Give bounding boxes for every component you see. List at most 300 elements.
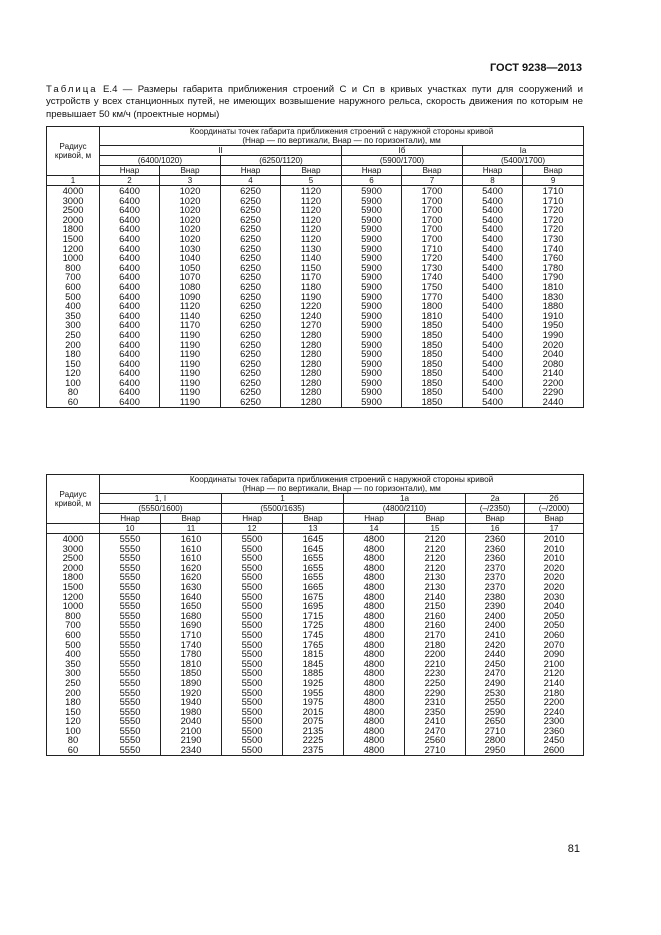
b-label: Bнар [525, 514, 584, 524]
table-row [47, 272, 584, 282]
gauge-name: 2б [525, 494, 584, 504]
b-label: Bнар [283, 514, 344, 524]
column-number: 17 [525, 524, 584, 534]
value-cell: 5550 [100, 697, 161, 707]
value-cell: 1190 [160, 330, 221, 340]
value-cell: 2225 [283, 735, 344, 745]
value-cell: 2340 [161, 745, 222, 755]
value-cell: 1950 [523, 320, 584, 330]
value-cell: 5550 [100, 620, 161, 630]
radius-cell: 180 [47, 697, 100, 707]
value-cell: 5550 [100, 553, 161, 563]
value-cell: 1720 [523, 215, 584, 225]
table-row [47, 186, 584, 196]
value-cell: 6250 [221, 282, 281, 292]
value-cell: 6400 [100, 292, 160, 302]
value-cell: 1190 [160, 368, 221, 378]
value-cell: 6400 [100, 397, 160, 407]
value-cell: 1220 [281, 301, 342, 311]
value-cell: 5500 [222, 592, 283, 602]
value-cell: 5900 [342, 330, 402, 340]
table-row [47, 378, 584, 388]
value-cell: 2380 [466, 592, 525, 602]
value-cell: 5900 [342, 320, 402, 330]
value-cell: 1810 [161, 659, 222, 669]
value-cell: 1940 [161, 697, 222, 707]
value-cell: 1770 [402, 292, 463, 302]
value-cell: 1800 [402, 301, 463, 311]
value-cell: 2350 [405, 707, 466, 717]
value-cell: 2440 [523, 397, 584, 407]
value-cell: 1280 [281, 387, 342, 397]
value-cell: 1745 [283, 630, 344, 640]
value-cell: 1020 [160, 234, 221, 244]
value-cell: 2490 [466, 678, 525, 688]
h-label: Hнар [344, 514, 405, 524]
value-cell: 2550 [466, 697, 525, 707]
value-cell: 1120 [281, 196, 342, 206]
value-cell: 1850 [402, 349, 463, 359]
value-cell: 2135 [283, 726, 344, 736]
value-cell: 1750 [402, 282, 463, 292]
value-cell: 2370 [466, 582, 525, 592]
value-cell: 5400 [463, 205, 523, 215]
value-cell: 4800 [344, 572, 405, 582]
value-cell: 2180 [525, 688, 584, 698]
value-cell: 6400 [100, 368, 160, 378]
value-cell: 2200 [525, 697, 584, 707]
value-cell: 1620 [161, 572, 222, 582]
value-cell: 1725 [283, 620, 344, 630]
value-cell: 4800 [344, 592, 405, 602]
value-cell: 1850 [161, 668, 222, 678]
value-cell: 5550 [100, 572, 161, 582]
value-cell: 6400 [100, 263, 160, 273]
value-cell: 4800 [344, 659, 405, 669]
value-cell: 1830 [523, 292, 584, 302]
value-cell: 4800 [344, 697, 405, 707]
value-cell: 5900 [342, 311, 402, 321]
value-cell: 5900 [342, 368, 402, 378]
value-cell: 1885 [283, 668, 344, 678]
value-cell: 5500 [222, 544, 283, 554]
value-cell: 1690 [161, 620, 222, 630]
value-cell: 5400 [463, 263, 523, 273]
value-cell: 2950 [466, 745, 525, 755]
value-cell: 5400 [463, 272, 523, 282]
value-cell: 1020 [160, 205, 221, 215]
value-cell: 1120 [160, 301, 221, 311]
value-cell: 5900 [342, 397, 402, 407]
table-row [47, 659, 584, 669]
column-number: 4 [221, 176, 281, 186]
value-cell: 2075 [283, 716, 344, 726]
gauge-name: Iб [342, 146, 463, 156]
value-cell: 1975 [283, 697, 344, 707]
value-cell: 2140 [523, 368, 584, 378]
table-row [47, 572, 584, 582]
value-cell: 2530 [466, 688, 525, 698]
value-cell: 5500 [222, 563, 283, 573]
value-cell: 2360 [466, 534, 525, 544]
radius-cell: 300 [47, 668, 100, 678]
radius-cell: 250 [47, 330, 100, 340]
value-cell: 2290 [405, 688, 466, 698]
value-cell: 5900 [342, 205, 402, 215]
value-cell: 1120 [281, 234, 342, 244]
value-cell: 1610 [161, 553, 222, 563]
radius-cell: 200 [47, 688, 100, 698]
value-cell: 4800 [344, 563, 405, 573]
table-row [47, 534, 584, 544]
value-cell: 2120 [405, 544, 466, 554]
b-label: Bнар [281, 166, 342, 176]
gauge-value: (–/2000) [525, 504, 584, 514]
value-cell: 1090 [160, 292, 221, 302]
value-cell: 1280 [281, 378, 342, 388]
value-cell: 6250 [221, 205, 281, 215]
value-cell: 2130 [405, 582, 466, 592]
value-cell: 2800 [466, 735, 525, 745]
value-cell: 1120 [281, 186, 342, 196]
value-cell: 1890 [161, 678, 222, 688]
value-cell: 4800 [344, 707, 405, 717]
value-cell: 6250 [221, 292, 281, 302]
value-cell: 5500 [222, 726, 283, 736]
h-label: Hнар [222, 514, 283, 524]
value-cell: 5500 [222, 640, 283, 650]
value-cell: 5500 [222, 630, 283, 640]
radius-cell: 500 [47, 292, 100, 302]
radius-cell: 200 [47, 340, 100, 350]
value-cell: 1700 [402, 186, 463, 196]
value-cell: 1990 [523, 330, 584, 340]
value-cell: 6400 [100, 320, 160, 330]
value-cell: 1850 [402, 397, 463, 407]
value-cell: 1700 [402, 215, 463, 225]
value-cell: 6250 [221, 340, 281, 350]
value-cell: 1640 [161, 592, 222, 602]
radius-cell: 60 [47, 745, 100, 755]
gauge-value: (5900/1700) [342, 156, 463, 166]
value-cell: 1020 [160, 215, 221, 225]
h-label: Hнар [342, 166, 402, 176]
table-row [47, 563, 584, 573]
h-label: Hнар [221, 166, 281, 176]
value-cell: 1710 [523, 196, 584, 206]
value-cell: 6400 [100, 205, 160, 215]
value-cell: 1190 [160, 378, 221, 388]
value-cell: 5550 [100, 707, 161, 717]
value-cell: 2210 [405, 659, 466, 669]
table-row [47, 620, 584, 630]
value-cell: 1140 [160, 311, 221, 321]
column-number: 9 [523, 176, 584, 186]
value-cell: 6250 [221, 311, 281, 321]
value-cell: 1190 [281, 292, 342, 302]
value-cell: 2120 [405, 553, 466, 563]
standard-number: ГОСТ 9238—2013 [489, 62, 582, 74]
value-cell: 1910 [523, 311, 584, 321]
value-cell: 5900 [342, 224, 402, 234]
value-cell: 2310 [405, 697, 466, 707]
value-cell: 4800 [344, 601, 405, 611]
value-cell: 2360 [466, 544, 525, 554]
column-number: 13 [283, 524, 344, 534]
value-cell: 1120 [281, 205, 342, 215]
caption-text: Е.4 — Размеры габарита приближения строений C и Cп в кривых участках пути для сооружений и устройств у всех станционных путей, не имеющих возвышение наружного рельса, скорость движения по которым не превышает 50 км/ч (проектные нормы) [46, 84, 583, 120]
value-cell: 1845 [283, 659, 344, 669]
value-cell: 5900 [342, 349, 402, 359]
value-cell: 6400 [100, 186, 160, 196]
radius-cell: 2000 [47, 215, 100, 225]
value-cell: 1850 [402, 368, 463, 378]
value-cell: 1680 [161, 611, 222, 621]
value-cell: 1740 [402, 272, 463, 282]
table-row [47, 196, 584, 206]
value-cell: 6400 [100, 234, 160, 244]
value-cell: 2015 [283, 707, 344, 717]
coordinates-header-line2: (Hнар — по вертикали, Bнар — по горизонтали), мм [242, 484, 441, 493]
value-cell: 1710 [402, 244, 463, 254]
gauge-name: 1, I [100, 494, 222, 504]
gauge-value: (6250/1120) [221, 156, 342, 166]
radius-cell: 120 [47, 716, 100, 726]
value-cell: 6400 [100, 224, 160, 234]
value-cell: 5400 [463, 387, 523, 397]
value-cell: 5400 [463, 349, 523, 359]
value-cell: 1645 [283, 544, 344, 554]
value-cell: 5550 [100, 659, 161, 669]
value-cell: 5500 [222, 707, 283, 717]
radius-cell: 1800 [47, 224, 100, 234]
value-cell: 1720 [402, 253, 463, 263]
value-cell: 5550 [100, 630, 161, 640]
value-cell: 5400 [463, 368, 523, 378]
value-cell: 5550 [100, 640, 161, 650]
value-cell: 1920 [161, 688, 222, 698]
value-cell: 1280 [281, 349, 342, 359]
value-cell: 5900 [342, 282, 402, 292]
value-cell: 6400 [100, 330, 160, 340]
value-cell: 2010 [525, 553, 584, 563]
radius-cell: 150 [47, 707, 100, 717]
radius-cell: 150 [47, 359, 100, 369]
value-cell: 5900 [342, 196, 402, 206]
value-cell: 5400 [463, 340, 523, 350]
radius-cell: 80 [47, 387, 100, 397]
value-cell: 2200 [405, 649, 466, 659]
radius-cell: 100 [47, 378, 100, 388]
column-number: 6 [342, 176, 402, 186]
table-row [47, 630, 584, 640]
value-cell: 4800 [344, 726, 405, 736]
value-cell: 1180 [281, 282, 342, 292]
column-number: 8 [463, 176, 523, 186]
value-cell: 1815 [283, 649, 344, 659]
value-cell: 5500 [222, 688, 283, 698]
table-row [47, 544, 584, 554]
column-number: 5 [281, 176, 342, 186]
value-cell: 4800 [344, 678, 405, 688]
value-cell: 1655 [283, 572, 344, 582]
value-cell: 1780 [523, 263, 584, 273]
column-number: 14 [344, 524, 405, 534]
gauge-table-part-2 [46, 474, 584, 756]
gauge-name: 1а [344, 494, 466, 504]
radius-cell: 1500 [47, 234, 100, 244]
gauge-value: (4800/2110) [344, 504, 466, 514]
value-cell: 2400 [466, 611, 525, 621]
value-cell: 6250 [221, 244, 281, 254]
value-cell: 5900 [342, 378, 402, 388]
radius-cell: 350 [47, 659, 100, 669]
h-label: Hнар [100, 514, 161, 524]
value-cell: 2090 [525, 649, 584, 659]
value-cell: 1120 [281, 215, 342, 225]
value-cell: 1130 [281, 244, 342, 254]
value-cell: 4800 [344, 688, 405, 698]
radius-cell: 2500 [47, 205, 100, 215]
b-label: Bнар [161, 514, 222, 524]
value-cell: 4800 [344, 716, 405, 726]
value-cell: 5550 [100, 745, 161, 755]
radius-cell: 1800 [47, 572, 100, 582]
radius-cell: 1200 [47, 592, 100, 602]
value-cell: 6250 [221, 301, 281, 311]
table-row [47, 668, 584, 678]
value-cell: 1740 [523, 244, 584, 254]
radius-cell: 1000 [47, 253, 100, 263]
coordinates-header-line2: (Hнар — по вертикали, Bнар — по горизонтали), мм [242, 136, 441, 145]
radius-cell: 400 [47, 301, 100, 311]
value-cell: 6250 [221, 359, 281, 369]
value-cell: 1270 [281, 320, 342, 330]
value-cell: 1190 [160, 397, 221, 407]
value-cell: 1140 [281, 253, 342, 263]
value-cell: 5900 [342, 387, 402, 397]
radius-cell: 1500 [47, 582, 100, 592]
table-row [47, 263, 584, 273]
value-cell: 5400 [463, 397, 523, 407]
value-cell: 2020 [525, 572, 584, 582]
value-cell: 1850 [402, 359, 463, 369]
value-cell: 1610 [161, 534, 222, 544]
value-cell: 2020 [525, 563, 584, 573]
value-cell: 1150 [281, 263, 342, 273]
radius-cell: 500 [47, 640, 100, 650]
value-cell: 5900 [342, 263, 402, 273]
value-cell: 5500 [222, 620, 283, 630]
b-label: Bнар [402, 166, 463, 176]
table-row [47, 707, 584, 717]
value-cell: 2150 [405, 601, 466, 611]
radius-cell: 120 [47, 368, 100, 378]
value-cell: 2650 [466, 716, 525, 726]
value-cell: 6250 [221, 215, 281, 225]
value-cell: 1695 [283, 601, 344, 611]
value-cell: 2130 [405, 572, 466, 582]
value-cell: 6250 [221, 330, 281, 340]
value-cell: 2590 [466, 707, 525, 717]
table-row [47, 678, 584, 688]
gauge-name: 2а [466, 494, 525, 504]
radius-cell: 700 [47, 272, 100, 282]
radius-cell: 1200 [47, 244, 100, 254]
radius-cell: 600 [47, 282, 100, 292]
table-caption [46, 84, 583, 121]
value-cell: 2710 [466, 726, 525, 736]
value-cell: 1700 [402, 196, 463, 206]
value-cell: 6250 [221, 397, 281, 407]
radius-cell: 2500 [47, 553, 100, 563]
table-row [47, 282, 584, 292]
value-cell: 5500 [222, 611, 283, 621]
value-cell: 5550 [100, 592, 161, 602]
value-cell: 1765 [283, 640, 344, 650]
value-cell: 5500 [222, 697, 283, 707]
value-cell: 1240 [281, 311, 342, 321]
value-cell: 2200 [523, 378, 584, 388]
value-cell: 2050 [525, 620, 584, 630]
table-row [47, 553, 584, 563]
value-cell: 4800 [344, 745, 405, 755]
value-cell: 1740 [161, 640, 222, 650]
value-cell: 2360 [525, 726, 584, 736]
table-row [47, 234, 584, 244]
value-cell: 1980 [161, 707, 222, 717]
value-cell: 1665 [283, 582, 344, 592]
value-cell: 1190 [160, 387, 221, 397]
value-cell: 5500 [222, 649, 283, 659]
table-row [47, 640, 584, 650]
value-cell: 1810 [402, 311, 463, 321]
value-cell: 6250 [221, 320, 281, 330]
value-cell: 5400 [463, 292, 523, 302]
value-cell: 5550 [100, 716, 161, 726]
value-cell: 1190 [160, 349, 221, 359]
value-cell: 6250 [221, 196, 281, 206]
value-cell: 1675 [283, 592, 344, 602]
value-cell: 1850 [402, 340, 463, 350]
value-cell: 2300 [525, 716, 584, 726]
table-row [47, 205, 584, 215]
value-cell: 1760 [523, 253, 584, 263]
value-cell: 4800 [344, 534, 405, 544]
value-cell: 5400 [463, 359, 523, 369]
table-row [47, 349, 584, 359]
value-cell: 4800 [344, 668, 405, 678]
value-cell: 2400 [466, 620, 525, 630]
value-cell: 6400 [100, 253, 160, 263]
gauge-name: II [100, 146, 342, 156]
value-cell: 4800 [344, 582, 405, 592]
caption-label: Таблица [46, 84, 98, 95]
value-cell: 2140 [525, 678, 584, 688]
h-label: Hнар [100, 166, 160, 176]
column-number: 1 [47, 176, 100, 186]
b-label: Bнар [405, 514, 466, 524]
h-label: Hнар [463, 166, 523, 176]
gauge-value: (5400/1700) [463, 156, 584, 166]
radius-cell: 80 [47, 735, 100, 745]
value-cell: 2120 [405, 534, 466, 544]
coordinates-header [100, 475, 584, 494]
value-cell: 1850 [402, 330, 463, 340]
value-cell: 1630 [161, 582, 222, 592]
value-cell: 5900 [342, 215, 402, 225]
value-cell: 5400 [463, 234, 523, 244]
